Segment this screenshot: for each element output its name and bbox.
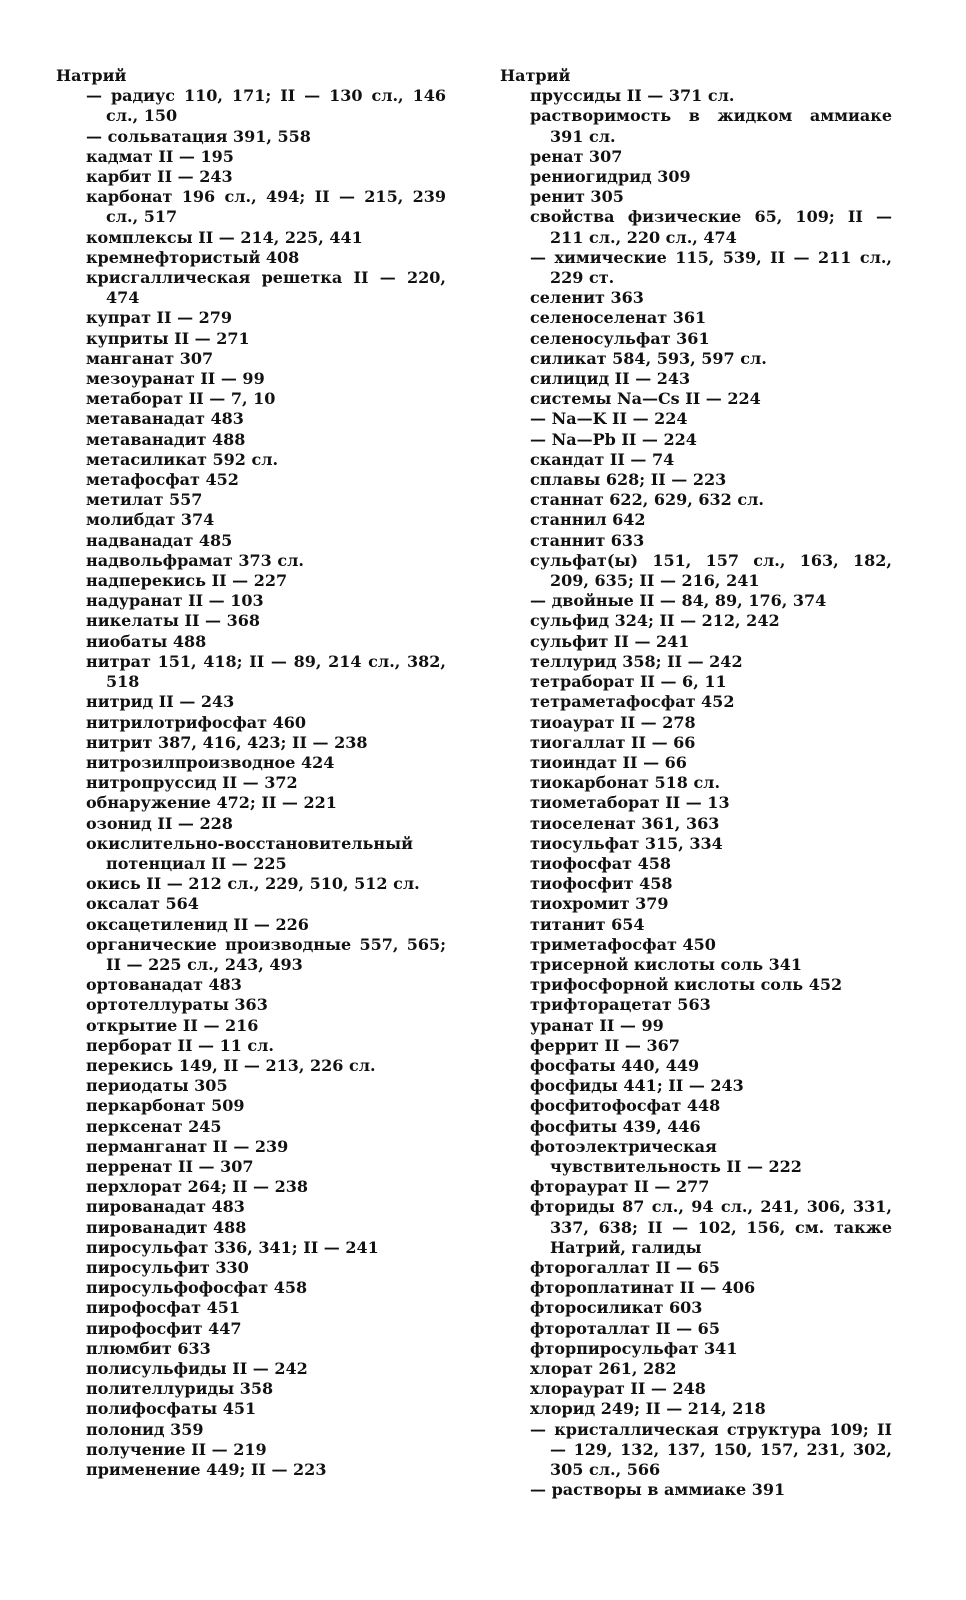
index-entry: тиоселенат 361, 363 (530, 813, 720, 833)
index-entry: тиоаурат II — 278 (530, 712, 696, 732)
index-entry: скандат II — 74 (530, 449, 675, 469)
index-entry: перкарбонат 509 (86, 1096, 245, 1116)
index-entry: селеноселенат 361 (530, 308, 707, 328)
index-entry: надванадат 485 (86, 530, 233, 550)
index-entry: пиросульфофосфат 458 (86, 1278, 308, 1298)
index-entry: фотоэлектрическая чувствительность II — 222 (530, 1136, 802, 1176)
index-entry: ортотеллураты 363 (86, 995, 268, 1015)
index-entry: метаванадат 483 (86, 409, 244, 429)
index-entry: нитрид II — 243 (86, 692, 235, 712)
index-entry: фтороплатинат II — 406 (530, 1278, 756, 1298)
index-entry: феррит II — 367 (530, 1035, 680, 1055)
index-entry: — Na—Pb II — 224 (530, 429, 697, 449)
index-entry: рениогидрид 309 (530, 167, 691, 187)
index-entry: тиометаборат II — 13 (530, 793, 730, 813)
index-entry: станнил 642 (530, 510, 646, 530)
index-entry: озонид II — 228 (86, 813, 233, 833)
index-entry: станнит 633 (530, 530, 645, 550)
index-entry: комплексы II — 214, 225, 441 (86, 227, 363, 247)
index-entry: пирофосфат 451 (86, 1298, 240, 1318)
index-entry: нитрилотрифосфат 460 (86, 712, 306, 732)
index-entry: перхлорат 264; II — 238 (86, 1177, 308, 1197)
index-entry: силикат 584, 593, 597 сл. (530, 348, 767, 368)
index-entry: растворимость в жидком аммиаке 391 сл. (530, 106, 892, 146)
index-entry: перренат II — 307 (86, 1156, 254, 1176)
index-entry: пиросульфат 336, 341; II — 241 (86, 1237, 379, 1257)
index-entry: открытие II — 216 (86, 1015, 259, 1035)
index-entry: органические производные 557, 565; II — 225 сл., 243, 493 (86, 934, 446, 974)
index-entry: фосфаты 440, 449 (530, 1055, 700, 1075)
index-entry: ниобаты 488 (86, 631, 207, 651)
index-entry: перксенат 245 (86, 1116, 222, 1136)
index-entry: обнаружение 472; II — 221 (86, 793, 337, 813)
index-entry: метилат 557 (86, 490, 203, 510)
index-entry: нитрит 387, 416, 423; II — 238 (86, 732, 368, 752)
index-entry: кадмат II — 195 (86, 146, 234, 166)
index-entry: — химические 115, 539, II — 211 сл., 229 ст. (530, 247, 892, 288)
index-entry: уранат II — 99 (530, 1015, 664, 1035)
index-entry: полонид 359 (86, 1419, 204, 1439)
index-entry: — сольватация 391, 558 (86, 126, 311, 146)
index-entry: перманганат II — 239 (86, 1136, 289, 1156)
index-entry: титанит 654 (530, 914, 645, 934)
index-entry: тиохромит 379 (530, 894, 669, 914)
index-entry: оксалат 564 (86, 894, 199, 914)
index-entry: фторпиросульфат 341 (530, 1338, 738, 1358)
index-entry: триметафосфат 450 (530, 934, 716, 954)
index-entry: — двойные II — 84, 89, 176, 374 (530, 591, 827, 611)
index-entry: фтороталлат II — 65 (530, 1318, 720, 1338)
index-entry: пиросульфит 330 (86, 1257, 249, 1277)
index-entry: кремнефтористый 408 (86, 247, 300, 267)
index-entry: плюмбит 633 (86, 1338, 211, 1358)
index-entry: манганат 307 (86, 348, 214, 368)
index-entry: пированадит 488 (86, 1217, 247, 1237)
index-entry: молибдат 374 (86, 510, 215, 530)
index-entry: — растворы в аммиаке 391 (530, 1480, 786, 1500)
index-entry: станнат 622, 629, 632 сл. (530, 490, 764, 510)
index-entry: перборат II — 11 сл. (86, 1035, 274, 1055)
index-entry: сплавы 628; II — 223 (530, 470, 727, 490)
index-entries (56, 86, 446, 1480)
index-entry: нитрат 151, 418; II — 89, 214 сл., 382, 518 (86, 651, 446, 692)
index-entry: карбонат 196 сл., 494; II — 215, 239 сл., 517 (86, 187, 446, 227)
index-entry: системы Na—Cs II — 224 (530, 389, 761, 409)
index-entry: ортованадат 483 (86, 975, 242, 995)
index-entry: пруссиды II — 371 сл. (530, 86, 735, 106)
index-entry: тиофосфат 458 (530, 853, 671, 873)
index-entry: мезоуранат II — 99 (86, 369, 265, 389)
index-entry: фтораурат II — 277 (530, 1177, 710, 1197)
index-entry: надуранат II — 103 (86, 591, 264, 611)
index-entry: ренит 305 (530, 187, 624, 207)
index-entry: метасиликат 592 сл. (86, 449, 279, 469)
index-entry: перекись 149, II — 213, 226 сл. (86, 1055, 376, 1075)
index-entry: — радиус 110, 171; II — 130 сл., 146 сл., 150 (86, 86, 446, 126)
index-entry: применение 449; II — 223 (86, 1460, 327, 1480)
index-entry: фториды 87 сл., 94 сл., 241, 306, 331, 337, 638; II — 102, 156, см. также Натрий, галиды (530, 1197, 892, 1257)
index-entry: полисульфиды II — 242 (86, 1359, 308, 1378)
index-entry: окислительно-восстановительный потенциал II — 225 (86, 833, 414, 873)
index-entry: трифторацетат 563 (530, 995, 711, 1015)
index-entry: — Na—K II — 224 (530, 409, 688, 429)
index-entry: пированадат 483 (86, 1197, 245, 1217)
index-entry: надвольфрамат 373 сл. (86, 550, 304, 570)
index-entry: тетраметафосфат 452 (530, 692, 735, 712)
index-entry: полифосфаты 451 (86, 1399, 257, 1419)
index-entries (500, 86, 892, 1500)
index-column-right (500, 66, 892, 1500)
index-entry: нитропруссид II — 372 (86, 773, 298, 793)
index-entry: фторогаллат II — 65 (530, 1257, 720, 1277)
index-entry: окись II — 212 сл., 229, 510, 512 сл. (86, 874, 420, 894)
index-entry: хлорид 249; II — 214, 218 (530, 1399, 766, 1419)
index-entry: ренат 307 (530, 146, 623, 166)
column-heading: Натрий (500, 66, 571, 85)
index-entry: трифосфорной кислоты соль 452 (530, 975, 843, 995)
index-entry: метафосфат 452 (86, 470, 239, 490)
index-entry: силицид II — 243 (530, 369, 691, 389)
index-entry: получение II — 219 (86, 1439, 267, 1459)
index-entry: пирофосфит 447 (86, 1318, 242, 1338)
index-entry: селеносульфат 361 (530, 328, 710, 348)
index-column-left (56, 66, 446, 1480)
index-entry: селенит 363 (530, 288, 644, 308)
index-entry: теллурид 358; II — 242 (530, 651, 743, 671)
index-entry: хлораурат II — 248 (530, 1379, 706, 1399)
index-entry: куприты II — 271 (86, 328, 250, 348)
index-entry: крисгаллическая решетка II — 220, 474 (86, 268, 446, 308)
index-entry: тиоиндат II — 66 (530, 752, 687, 772)
index-entry: тиосульфат 315, 334 (530, 833, 723, 853)
index-entry: тиофосфит 458 (530, 874, 673, 894)
index-entry: фосфиты 439, 446 (530, 1116, 701, 1136)
index-entry: свойства физические 65, 109; II — 211 сл., 220 сл., 474 (530, 207, 892, 247)
index-entry: периодаты 305 (86, 1076, 228, 1096)
index-entry: тиогаллат II — 66 (530, 732, 696, 752)
index-entry: фосфиды 441; II — 243 (530, 1076, 744, 1096)
column-heading: Натрий (56, 66, 127, 85)
index-entry: сульфат(ы) 151, 157 сл., 163, 182, 209, 635; II — 216, 241 (530, 550, 892, 591)
index-entry: трисерной кислоты соль 341 (530, 954, 803, 974)
index-entry: сульфит II — 241 (530, 631, 690, 651)
index-entry: оксацетиленид II — 226 (86, 914, 309, 934)
index-entry: метаванадит 488 (86, 429, 246, 449)
index-entry: надперекись II — 227 (86, 571, 288, 591)
index-entry: сульфид 324; II — 212, 242 (530, 611, 780, 631)
index-entry: хлорат 261, 282 (530, 1359, 677, 1378)
index-entry: метаборат II — 7, 10 (86, 389, 276, 409)
index-entry: тетраборат II — 6, 11 (530, 672, 727, 692)
index-entry: карбит II — 243 (86, 167, 233, 187)
index-entry: купрат II — 279 (86, 308, 233, 328)
index-entry: фторосиликат 603 (530, 1298, 703, 1318)
index-entry: — кристаллическая структура 109; II — 129, 132, 137, 150, 157, 231, 302, 305 сл., 566 (530, 1419, 892, 1480)
index-entry: фосфитофосфат 448 (530, 1096, 721, 1116)
index-entry: полителлуриды 358 (86, 1379, 274, 1399)
index-entry: тиокарбонат 518 сл. (530, 773, 721, 793)
index-entry: никелаты II — 368 (86, 611, 260, 631)
index-entry: нитрозилпроизводное 424 (86, 752, 335, 772)
